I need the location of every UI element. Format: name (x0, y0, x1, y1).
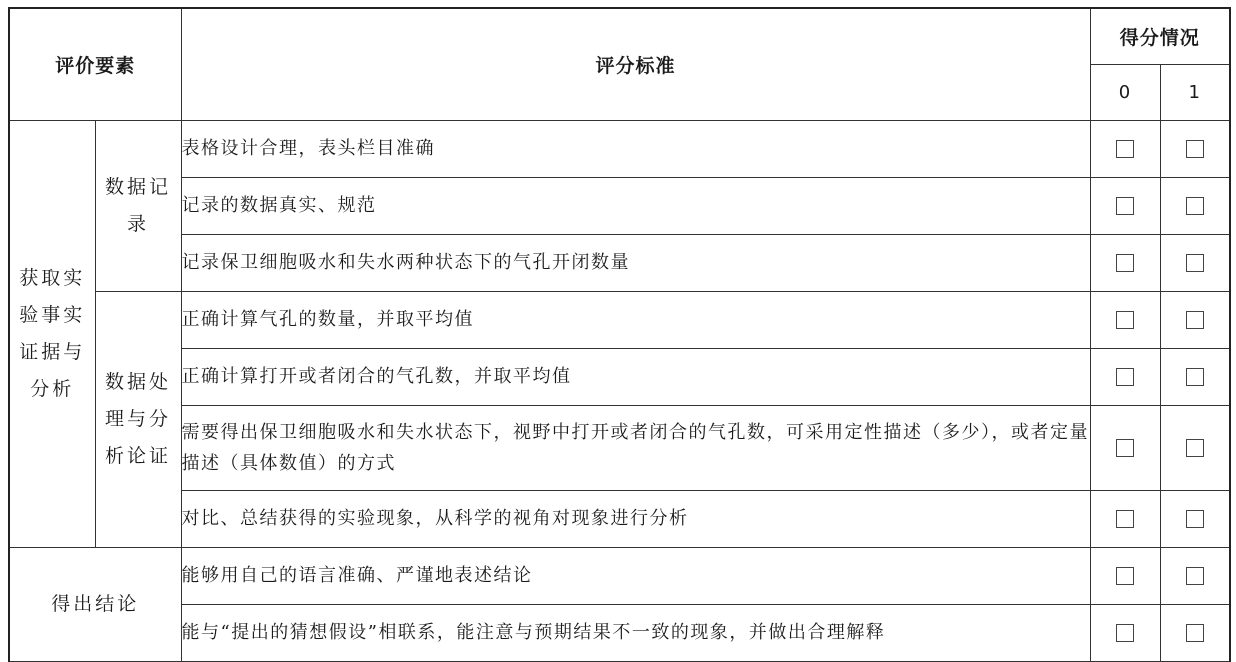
score-one-checkbox[interactable] (1186, 567, 1204, 585)
score-zero-cell[interactable] (1090, 604, 1160, 661)
score-zero-checkbox[interactable] (1116, 311, 1134, 329)
score-one-cell[interactable] (1160, 405, 1230, 490)
score-zero-checkbox[interactable] (1116, 254, 1134, 272)
criterion-text: 正确计算打开或者闭合的气孔数，并取平均值 (181, 348, 1090, 405)
header-score-zero: 0 (1090, 64, 1160, 120)
criterion-text: 需要得出保卫细胞吸水和失水状态下，视野中打开或者闭合的气孔数，可采用定性描述（多少），或者定量描述（具体数值）的方式 (181, 405, 1090, 490)
score-zero-cell[interactable] (1090, 234, 1160, 291)
subsection-data-record-label: 数据记录 (105, 175, 172, 235)
score-one-checkbox[interactable] (1186, 368, 1204, 386)
score-zero-checkbox[interactable] (1116, 567, 1134, 585)
score-zero-checkbox[interactable] (1116, 439, 1134, 457)
section-evidence (9, 120, 95, 547)
header-element: 评价要素 (9, 8, 181, 120)
subsection-data-analysis (95, 291, 181, 547)
score-zero-cell[interactable] (1090, 348, 1160, 405)
score-one-checkbox[interactable] (1186, 624, 1204, 642)
score-one-cell[interactable] (1160, 604, 1230, 661)
score-one-cell[interactable] (1160, 490, 1230, 547)
criterion-text: 能与“提出的猜想假设”相联系，能注意与预期结果不一致的现象，并做出合理解释 (181, 604, 1090, 661)
score-zero-checkbox[interactable] (1116, 197, 1134, 215)
score-one-cell[interactable] (1160, 547, 1230, 604)
criterion-text: 能够用自己的语言准确、严谨地表述结论 (181, 547, 1090, 604)
score-zero-cell[interactable] (1090, 547, 1160, 604)
header-score-one: 1 (1160, 64, 1230, 120)
criterion-text: 记录保卫细胞吸水和失水两种状态下的气孔开闭数量 (181, 234, 1090, 291)
subsection-data-record (95, 120, 181, 291)
score-one-checkbox[interactable] (1186, 197, 1204, 215)
score-zero-checkbox[interactable] (1116, 510, 1134, 528)
score-one-checkbox[interactable] (1186, 140, 1204, 158)
score-zero-cell[interactable] (1090, 291, 1160, 348)
subsection-data-analysis-label: 数据处理与分析论证 (105, 370, 172, 467)
score-zero-checkbox[interactable] (1116, 624, 1134, 642)
score-one-checkbox[interactable] (1186, 510, 1204, 528)
score-zero-cell[interactable] (1090, 490, 1160, 547)
header-score: 得分情况 (1090, 8, 1230, 64)
score-one-cell[interactable] (1160, 234, 1230, 291)
score-one-cell[interactable] (1160, 177, 1230, 234)
criterion-text: 正确计算气孔的数量，并取平均值 (181, 291, 1090, 348)
score-one-checkbox[interactable] (1186, 439, 1204, 457)
score-zero-checkbox[interactable] (1116, 140, 1134, 158)
section-conclusion: 得出结论 (9, 547, 181, 661)
rubric-table (8, 7, 1231, 662)
score-one-cell[interactable] (1160, 120, 1230, 177)
header-standard: 评分标准 (181, 8, 1090, 120)
score-one-cell[interactable] (1160, 291, 1230, 348)
criterion-text: 对比、总结获得的实验现象，从科学的视角对现象进行分析 (181, 490, 1090, 547)
criterion-text: 记录的数据真实、规范 (181, 177, 1090, 234)
score-one-checkbox[interactable] (1186, 311, 1204, 329)
score-zero-cell[interactable] (1090, 120, 1160, 177)
score-zero-cell[interactable] (1090, 177, 1160, 234)
score-one-checkbox[interactable] (1186, 254, 1204, 272)
score-one-cell[interactable] (1160, 348, 1230, 405)
section-evidence-label: 获取实验事实证据与分析 (19, 266, 86, 400)
score-zero-checkbox[interactable] (1116, 368, 1134, 386)
score-zero-cell[interactable] (1090, 405, 1160, 490)
criterion-text: 表格设计合理，表头栏目准确 (181, 120, 1090, 177)
